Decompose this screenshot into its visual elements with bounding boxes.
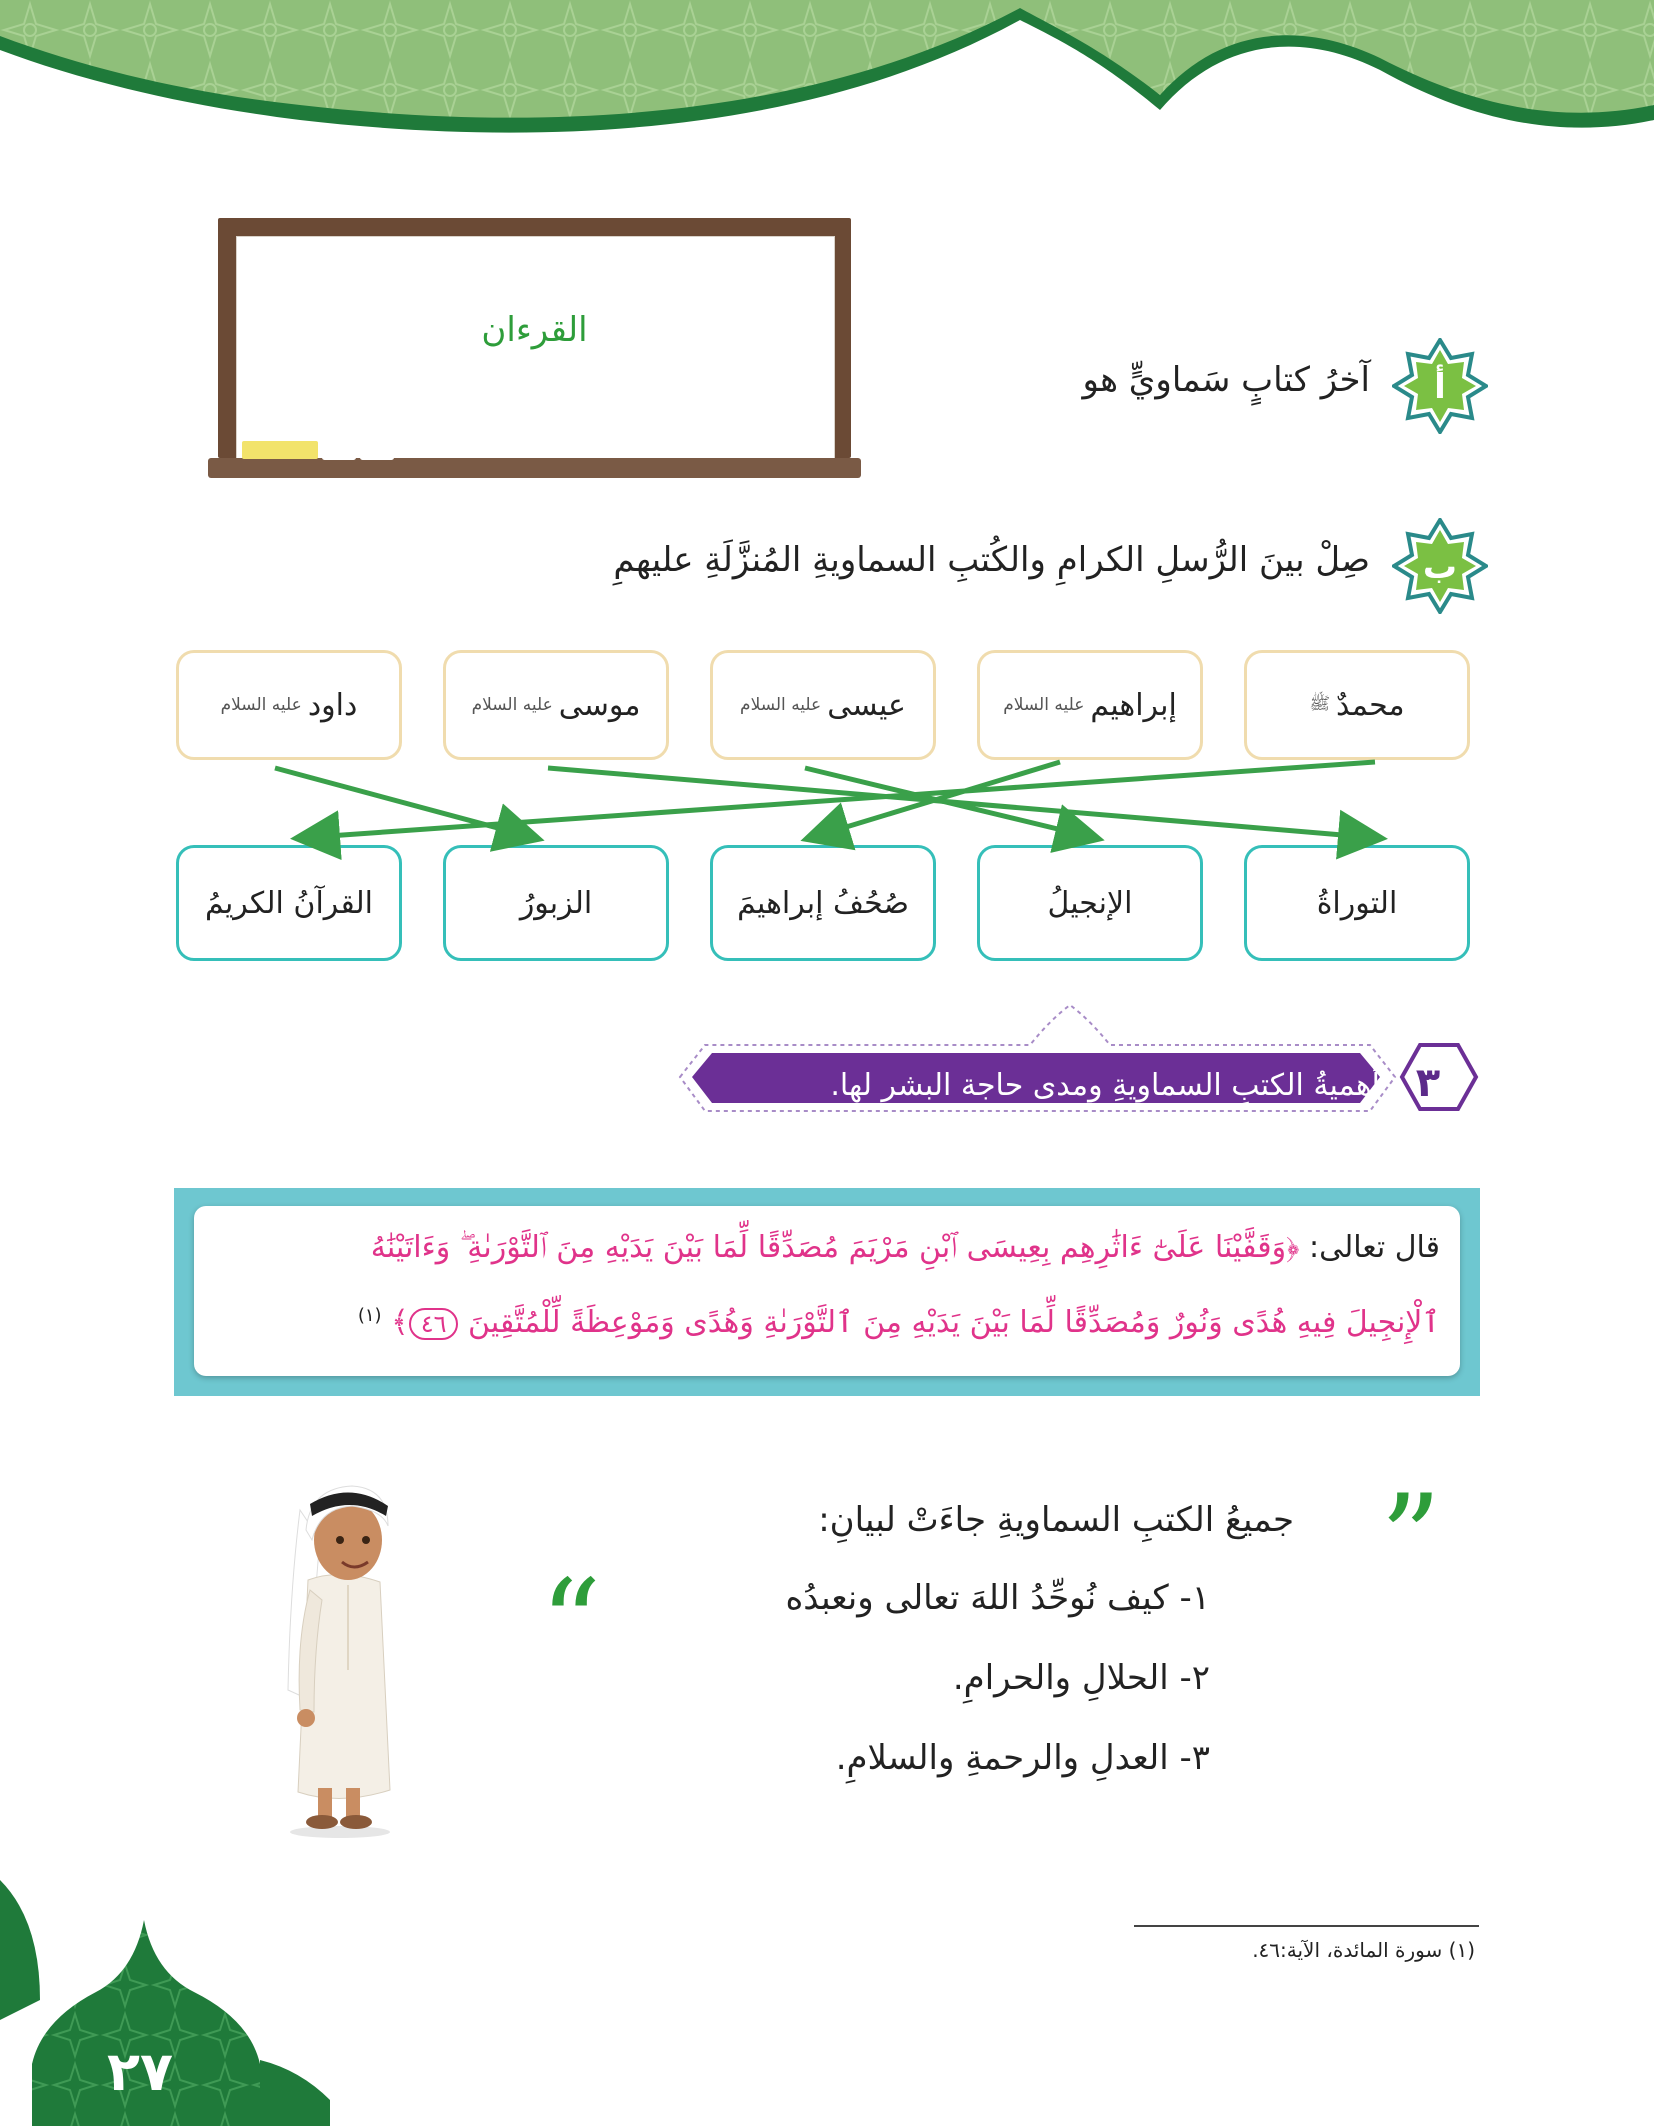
chalk-piece bbox=[360, 455, 394, 460]
points-heading: جميعُ الكتبِ السماويةِ جاءَتْ لبيانِ: bbox=[818, 1500, 1294, 1540]
ayah-number: ٤٦ bbox=[409, 1308, 459, 1340]
book-box[interactable]: الزبورُ bbox=[443, 845, 669, 961]
messenger-box[interactable] bbox=[977, 650, 1203, 760]
footnote-text: (١) سورة المائدة، الآية:٤٦. bbox=[1252, 1938, 1475, 1962]
messenger-name: داود bbox=[307, 687, 358, 723]
quote-mark-close: “ bbox=[540, 1555, 602, 1694]
messenger-honorific: عليه السلام bbox=[740, 695, 822, 715]
verse-text-2: ٱلْإِنجِيلَ فِيهِ هُدًى وَنُورٌ وَمُصَدِّقًا لِّمَا بَيْنَ يَدَيْهِ مِنَ ٱلتَّوْرَىٰةِ وَهُدًى وَمَوْعِظَةً لِّلْمُتَّقِينَ bbox=[468, 1305, 1440, 1340]
section-number: ٣ bbox=[1415, 1060, 1441, 1106]
boy-character-illustration bbox=[270, 1470, 420, 1840]
match-line bbox=[548, 768, 1378, 838]
top-decorative-banner bbox=[0, 0, 1654, 170]
verse-line-2 bbox=[214, 1305, 1440, 1340]
messenger-name: محمدٌ bbox=[1336, 687, 1405, 723]
footnote-rule bbox=[1134, 1925, 1479, 1927]
star-badge-a bbox=[1392, 338, 1488, 434]
messenger-name: موسى bbox=[558, 687, 641, 723]
question-b-text: صِلْ بينَ الرُّسلِ الكرامِ والكُتبِ السماويةِ المُنزَّلَةِ عليهمِ bbox=[613, 540, 1370, 580]
messenger-box[interactable] bbox=[710, 650, 936, 760]
star-badge-b bbox=[1392, 518, 1488, 614]
section-title: أهميةُ الكتبِ السماويةِ ومدى حاجة البشر لها. bbox=[830, 1068, 1380, 1103]
section-heading-banner bbox=[650, 975, 1480, 1135]
book-box[interactable]: الإنجيلُ bbox=[977, 845, 1203, 961]
messenger-box[interactable] bbox=[1244, 650, 1470, 760]
match-line bbox=[805, 768, 1095, 838]
verse-closing: ﴾ bbox=[391, 1305, 409, 1340]
messenger-honorific: ﷺ bbox=[1309, 693, 1331, 714]
messenger-honorific: عليه السلام bbox=[1003, 695, 1085, 715]
badge-b-label: ب bbox=[1422, 547, 1458, 587]
eraser bbox=[242, 441, 318, 459]
messenger-box[interactable] bbox=[443, 650, 669, 760]
messenger-honorific: عليه السلام bbox=[220, 695, 302, 715]
footnote-ref: (١) bbox=[357, 1305, 382, 1326]
messenger-name: إبراهيم bbox=[1090, 687, 1177, 723]
verse-text-1: ﴿وَقَفَّيْنَا عَلَىٰٓ ءَاثَٰرِهِم بِعِيسَى ٱبْنِ مَرْيَمَ مُصَدِّقًا لِّمَا بَيْنَ يَدَيْهِ مِنَ ٱلتَّوْرَىٰةِ ۖ وَءَاتَيْنَٰهُ bbox=[370, 1230, 1300, 1265]
page-number: ٢٧ bbox=[107, 2040, 173, 2103]
match-line bbox=[810, 762, 1060, 838]
verse-intro: قال تعالى: bbox=[1308, 1230, 1440, 1265]
book-box[interactable]: التوراةُ bbox=[1244, 845, 1470, 961]
messenger-name: عيسى bbox=[827, 687, 906, 723]
verse-line-1 bbox=[214, 1230, 1440, 1265]
match-line bbox=[275, 768, 535, 838]
book-box[interactable]: القرآنُ الكريمُ bbox=[176, 845, 402, 961]
points-item: ٢- الحلالِ والحرامِ. bbox=[952, 1658, 1210, 1698]
messenger-box[interactable] bbox=[176, 650, 402, 760]
messenger-honorific: عليه السلام bbox=[471, 695, 553, 715]
question-a-text: آخرُ كتابٍ سَماويٍّ هو bbox=[1082, 360, 1370, 400]
blackboard-ledge bbox=[208, 458, 861, 478]
match-line bbox=[300, 762, 1375, 838]
chalk-piece bbox=[322, 455, 356, 460]
points-item: ٣- العدلِ والرحمةِ والسلامِ. bbox=[835, 1738, 1210, 1778]
book-box[interactable]: صُحُفُ إبراهيمَ bbox=[710, 845, 936, 961]
board-answer-text: القرءان bbox=[481, 310, 588, 350]
quote-mark-open: ” bbox=[1380, 1470, 1442, 1609]
badge-a-label: أ bbox=[1434, 367, 1446, 407]
points-item: ١- كيف نُوحِّدُ اللهَ تعالى ونعبدُه bbox=[785, 1578, 1210, 1618]
